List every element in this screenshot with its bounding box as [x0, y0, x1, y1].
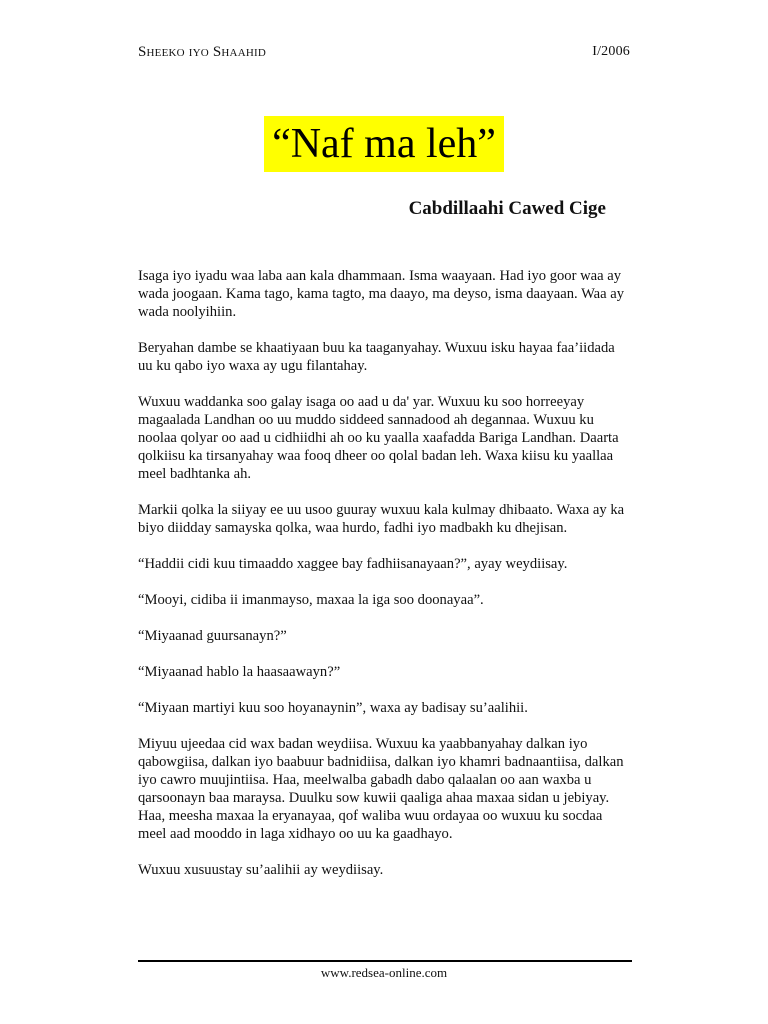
page-header [138, 44, 630, 61]
story-body [138, 267, 632, 897]
issue-number: I/2006 [592, 44, 630, 59]
paragraph: Miyuu ujeedaa cid wax badan weydiisa. Wuxuu ka yaabbanyahay dalkan iyo qabowgiisa, dalkan iyo baabuur badnidiisa, dalkan iyo khamri badnaantiisa, dalkan iyo cawro muujintiisa. Haa, meelwalba gabadh dabo qalaalan oo aan waxba u qarsoonayn baa maraysa. Duulku sow kuwii qaaliga ahaa maxaa sidan u jebiyay. Haa, meesha maxaa la eryanayaa, qof waliba wuu ordayaa oo wuxuu ku socdaa meel aad mooddo in laga xidhayo oo uu ka gaadhayo. [138, 736, 624, 842]
title-container [0, 116, 768, 172]
paragraph: Beryahan dambe se khaatiyaan buu ka taaganyahay. Wuxuu isku hayaa faa’iidada uu ku qabo iyo waxa ay ugu filantahay. [138, 340, 615, 374]
publication-name: Sheeko iyo Shaahid [138, 44, 266, 60]
paragraph: “Miyaanad hablo la haasaawayn?” [138, 664, 341, 680]
paragraph: Wuxuu xusuustay su’aalihii ay weydiisay. [138, 862, 384, 878]
paragraph: “Mooyi, cidiba ii imanmayso, maxaa la iga soo doonayaa”. [138, 592, 484, 608]
paragraph: “Miyaanad guursanayn?” [138, 628, 287, 644]
paragraph: “Haddii cidi kuu timaaddo xaggee bay fadhiisanayaan?”, ayay weydiisay. [138, 556, 568, 572]
footer-divider [138, 960, 632, 962]
paragraph: Isaga iyo iyadu waa laba aan kala dhammaan. Isma waayaan. Had iyo goor waa ay wada joogaan. Kama tago, kama tagto, ma daayo, ma deyso, isma daayaan. Waa ay wada noolyihiin. [138, 268, 625, 320]
story-title: “Naf ma leh” [264, 116, 504, 172]
footer-url: www.redsea-online.com [320, 965, 448, 980]
author-name: Cabdillaahi Cawed Cige [408, 198, 606, 219]
paragraph: Markii qolka la siiyay ee uu usoo guuray wuxuu kala kulmay dhibaato. Waxa ay ka biyo diidday samayska qolka, waa hurdo, fadhi iyo madbakh ku dhejisan. [138, 502, 625, 536]
paragraph: “Miyaan martiyi kuu soo hoyanaynin”, waxa ay badisay su’aalihii. [138, 700, 528, 716]
paragraph: Wuxuu waddanka soo galay isaga oo aad u da' yar. Wuxuu ku soo horreeyay magaalada Landhan oo uu muddo siddeed sannadood ah degannaa. Wuxuu ku noolaa qolyar oo aad u cidhiidhi ah oo ku yaalla xaafadda Bariga Landhan. Daarta qolkiisu ka tirsanyahay waa fooq dheer oo qolal badan leh. Waxa kiisu ku yaallaa meel badhtanka ah. [138, 394, 619, 482]
